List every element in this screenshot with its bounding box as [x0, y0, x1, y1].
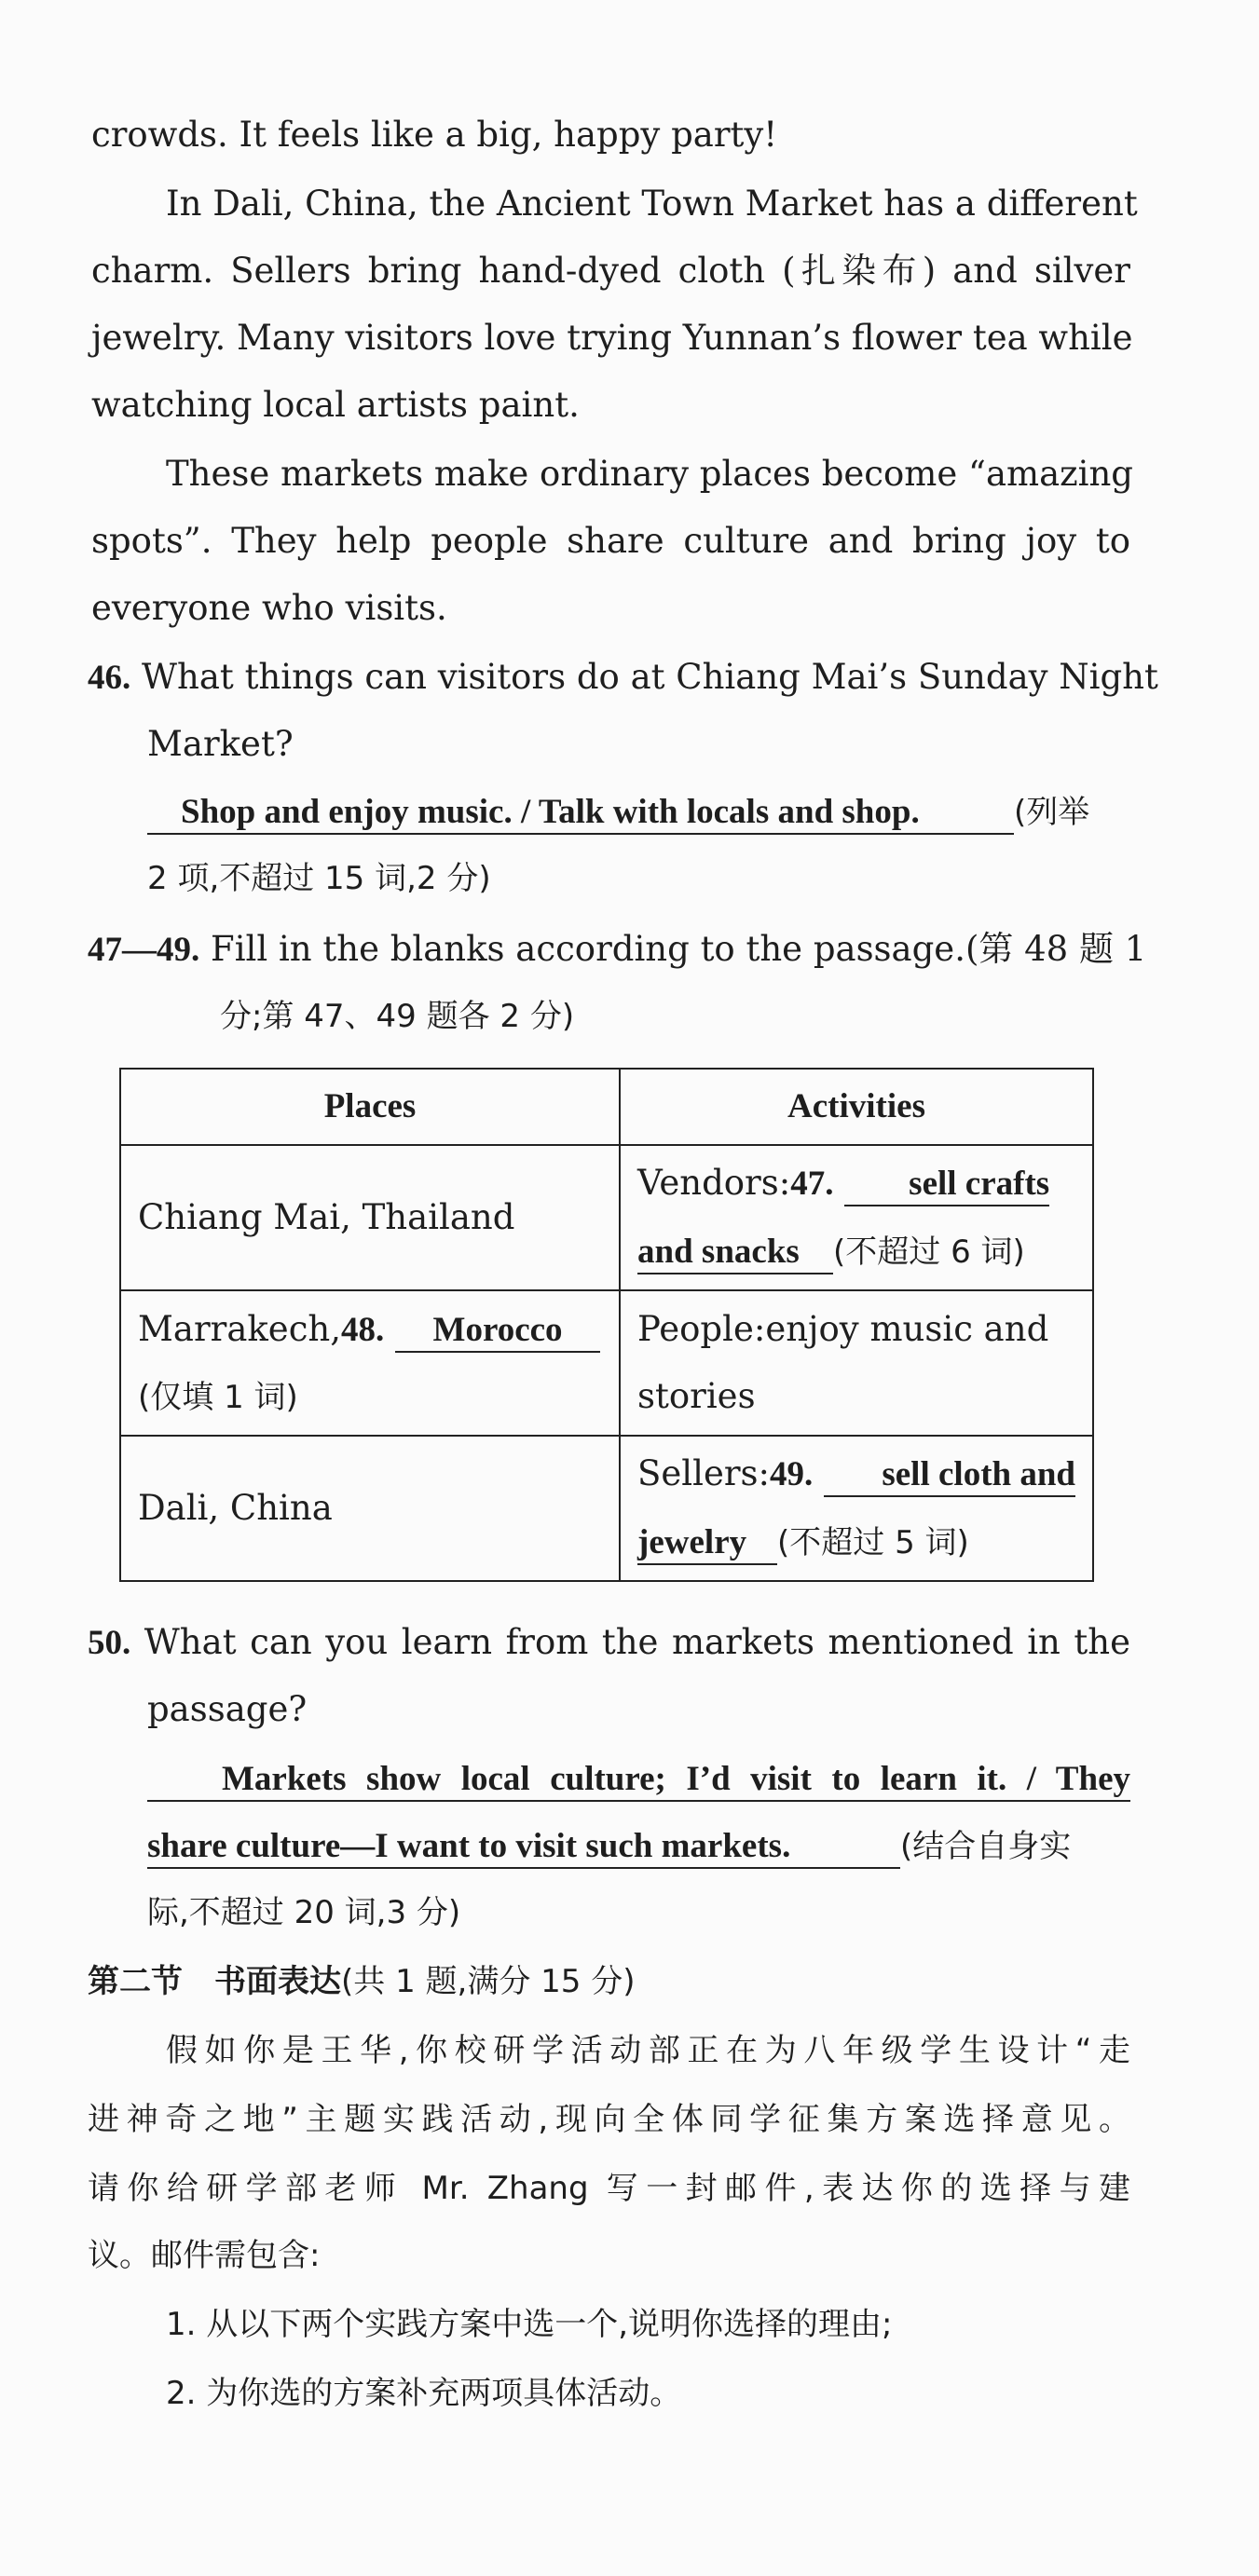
place-cell: [120, 1290, 620, 1436]
answer-50-b: share culture—I want to visit such markets.: [147, 1826, 900, 1869]
activity-cell: [620, 1436, 1093, 1581]
section-title: 第二节 书面表达: [88, 1963, 341, 2000]
passage-line: jewelry. Many visitors love trying Yunnan’s flower tea while: [91, 318, 1133, 358]
question-number: 47—49.: [88, 931, 200, 969]
section-note: (共 1 题,满分 15 分): [341, 1963, 636, 2000]
activity-line: [637, 1440, 1075, 1508]
place-prefix: Marrakech,: [138, 1308, 342, 1349]
answer-50-line: [147, 1755, 1130, 1802]
answer-note: (结合自身实: [900, 1828, 1072, 1865]
answer-46: Shop and enjoy music. / Talk with locals and shop.: [147, 792, 1014, 835]
answer-note: (不超过 5 词): [777, 1524, 969, 1561]
place-line: [138, 1296, 602, 1364]
prompt-line: 请你给研学部老师 Mr. Zhang 写一封邮件,表达你的选择与建: [88, 2170, 1130, 2207]
prompt-line: 假如你是王华,你校研学活动部正在为八年级学生设计“走: [166, 2032, 1130, 2069]
header-places: Places: [120, 1069, 620, 1145]
answer-49-b: jewelry: [637, 1522, 777, 1565]
question-text: What things can visitors do at Chiang Mai’s Sunday Night: [142, 657, 1158, 697]
table-row: [120, 1290, 1093, 1436]
activity-cell: [620, 1290, 1093, 1436]
place-cell: Dali, China: [120, 1436, 620, 1581]
passage-line: crowds. It feels like a big, happy party!: [91, 115, 778, 155]
answer-50-line: [147, 1822, 1130, 1870]
passage-line: charm. Sellers bring hand-dyed cloth (扎染布) and silver: [91, 251, 1130, 291]
activity-prefix: Sellers:: [637, 1453, 770, 1493]
header-activities: Activities: [620, 1069, 1093, 1145]
question-46: [88, 654, 1158, 702]
passage-line: everyone who visits.: [91, 588, 447, 628]
answer-49-a: sell cloth and: [824, 1454, 1075, 1497]
answer-note: (仅填 1 词): [138, 1378, 298, 1416]
activity-line: [637, 1218, 1075, 1286]
passage-line: In Dali, China, the Ancient Town Market has a different: [166, 184, 1138, 224]
passage-line: watching local artists paint.: [91, 385, 580, 425]
table-header-row: [120, 1069, 1093, 1145]
prompt-item: 1. 从以下两个实践方案中选一个,说明你选择的理由;: [166, 2306, 893, 2343]
blank-number: 47.: [790, 1165, 834, 1203]
activity-line: [637, 1508, 1075, 1576]
answer-50-a: Markets show local culture; I’d visit to learn it. / They: [147, 1759, 1130, 1802]
answer-46-line: [147, 788, 1130, 836]
question-text: passage?: [147, 1689, 308, 1729]
table-row: [120, 1436, 1093, 1581]
answer-47-b: and snacks: [637, 1232, 833, 1274]
answer-note: 际,不超过 20 词,3 分): [147, 1894, 461, 1931]
activity-line: [637, 1150, 1075, 1218]
answer-47-a: sell crafts: [844, 1164, 1049, 1206]
prompt-line: 进神奇之地”主题实践活动,现向全体同学征集方案选择意见。: [88, 2101, 1130, 2138]
answer-note: (不超过 6 词): [833, 1233, 1025, 1271]
answer-note: (列举: [1014, 794, 1090, 831]
answer-note: 2 项,不超过 15 词,2 分): [147, 860, 491, 897]
prompt-line: 议。邮件需包含:: [88, 2237, 321, 2274]
passage-line: spots”. They help people share culture and bring joy to: [91, 521, 1130, 561]
blank-number: 48.: [341, 1310, 385, 1349]
question-number: 50.: [88, 1624, 131, 1662]
table-row: [120, 1145, 1093, 1290]
blank-number: 49.: [769, 1455, 814, 1493]
section-heading: [88, 1958, 1127, 2005]
question-number: 46.: [88, 659, 131, 697]
answer-48: Morocco: [395, 1310, 600, 1353]
question-50: [88, 1619, 1130, 1667]
prompt-item: 2. 为你选的方案补充两项具体活动。: [166, 2375, 682, 2412]
question-text: What can you learn from the markets mentioned in the: [144, 1622, 1130, 1662]
question-text: Fill in the blanks according to the passage.(第 48 题 1: [211, 929, 1147, 969]
question-text: Market?: [147, 724, 294, 764]
activity-line: stories: [637, 1376, 756, 1416]
passage-line: These markets make ordinary places become “amazing: [166, 454, 1133, 494]
activity-prefix: Vendors:: [637, 1163, 791, 1203]
question-text: 分;第 47、49 题各 2 分): [220, 998, 575, 1035]
places-activities-table: [119, 1068, 1094, 1582]
activity-line: People:enjoy music and: [637, 1309, 1049, 1349]
place-cell: Chiang Mai, Thailand: [120, 1145, 620, 1290]
question-47-49: [88, 926, 1147, 974]
activity-cell: [620, 1145, 1093, 1290]
